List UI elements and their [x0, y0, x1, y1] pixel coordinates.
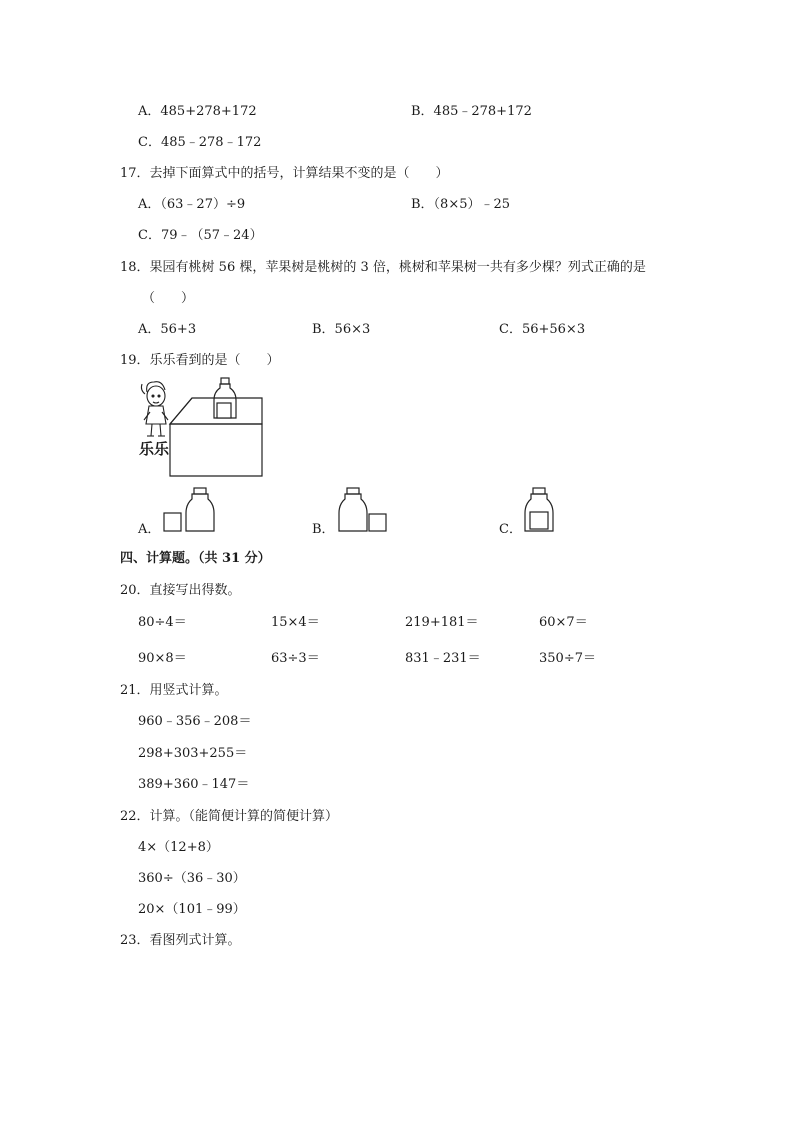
q20-stem: 20．直接写出得数。 [120, 583, 241, 598]
q20-item: 831﹣231＝ [405, 651, 481, 666]
q22-item: 20×（101﹣99） [138, 902, 246, 917]
q21-item: 298+303+255＝ [138, 746, 248, 761]
q20-item: 60×7＝ [539, 615, 588, 630]
q22-item: 4×（12+8） [138, 840, 219, 855]
q19-option-c-letter: C． [499, 522, 522, 537]
q16-option-a: A．485+278+172 [138, 104, 257, 119]
q17-option-c: C．79﹣（57﹣24） [138, 228, 263, 243]
q20-item: 90×8＝ [138, 651, 187, 666]
q16-option-c: C．485﹣278﹣172 [138, 135, 262, 150]
q22-stem: 22．计算。（能简便计算的简便计算） [120, 809, 339, 824]
q21-item: 960﹣356﹣208＝ [138, 714, 252, 729]
q18-option-b: B．56×3 [312, 322, 371, 337]
q17-option-a: A．（63﹣27）÷9 [138, 197, 246, 212]
q18-option-c: C．56+56×3 [499, 322, 586, 337]
q23-stem: 23．看图列式计算。 [120, 933, 241, 948]
q19-option-b-letter: B． [312, 522, 335, 537]
q21-stem: 21．用竖式计算。 [120, 683, 228, 698]
q22-item: 360÷（36﹣30） [138, 871, 246, 886]
q19-stem: 19．乐乐看到的是（ ） [120, 353, 280, 368]
q18-stem-cont: （ ） [142, 291, 195, 306]
q19-scene-figure [136, 376, 266, 476]
q16-option-b: B．485﹣278+172 [411, 104, 532, 119]
q19-option-a-figure [163, 487, 215, 533]
q20-item: 80÷4＝ [138, 615, 187, 630]
q17-option-b: B．（8×5）﹣25 [411, 197, 511, 212]
q21-item: 389+360﹣147＝ [138, 777, 250, 792]
q19-option-b-figure [338, 487, 388, 533]
q19-figure-label: 乐乐 [139, 440, 170, 458]
q19-option-c-figure [524, 487, 554, 533]
q20-item: 15×4＝ [271, 615, 320, 630]
q19-option-a-letter: A． [138, 522, 161, 537]
q20-item: 350÷7＝ [539, 651, 596, 666]
q17-stem: 17．去掉下面算式中的括号，计算结果不变的是（ ） [120, 166, 449, 181]
q20-item: 219+181＝ [405, 615, 479, 630]
q20-item: 63÷3＝ [271, 651, 320, 666]
q18-option-a: A．56+3 [138, 322, 197, 337]
q18-stem: 18．果园有桃树 56 棵，苹果树是桃树的 3 倍，桃树和苹果树一共有多少棵？列式正确的是 [120, 260, 646, 275]
section-heading: 四、计算题。（共 31 分） [120, 551, 271, 566]
